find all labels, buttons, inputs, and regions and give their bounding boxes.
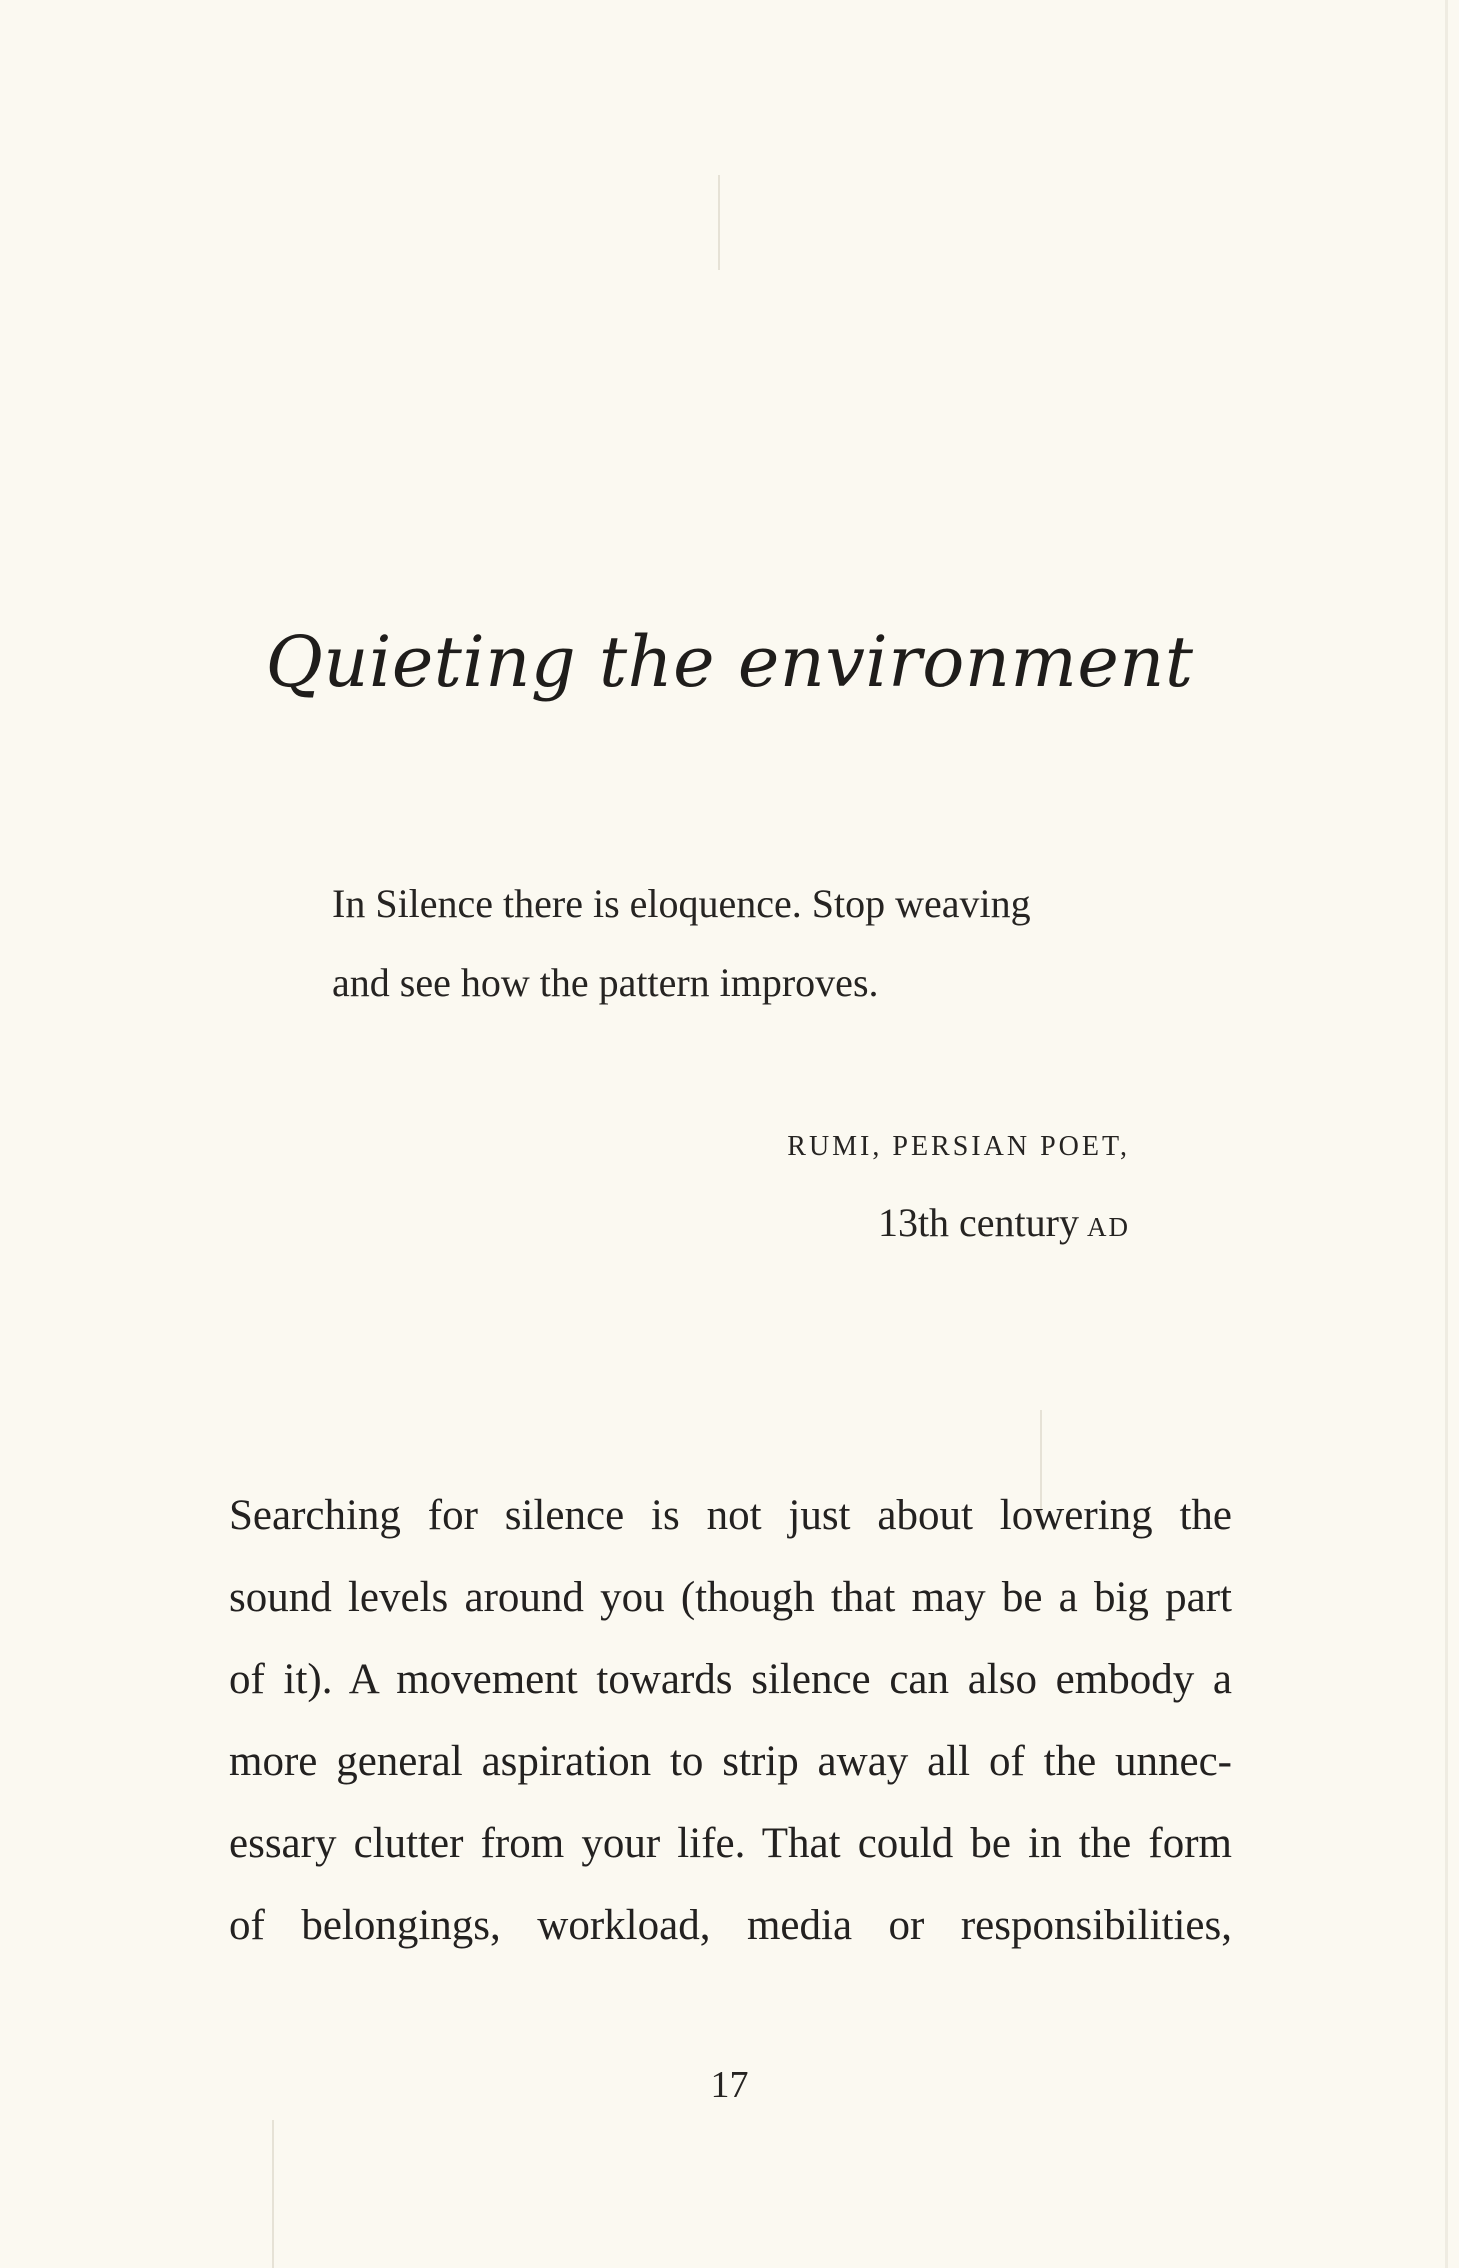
attribution-century: 13th century — [877, 1200, 1079, 1245]
attribution-era: AD — [1087, 1212, 1130, 1242]
body-paragraph — [229, 1475, 1232, 1967]
scan-artifact-line — [1445, 0, 1448, 2268]
epigraph-attribution-name: RUMI, PERSIAN POET, — [787, 1131, 1130, 1162]
scan-artifact-line — [272, 2120, 274, 2268]
page-number: 17 — [710, 2064, 749, 2106]
chapter-title: Quieting the environment — [265, 621, 1194, 703]
epigraph-attribution-date — [700, 1199, 1130, 1246]
body-line: Searching for silence is not just about lowering the — [229, 1492, 1232, 1539]
body-line: essary clutter from your life. That could be in the form — [229, 1820, 1232, 1867]
body-line: more general aspiration to strip away all of the unnec- — [229, 1738, 1232, 1785]
scan-artifact-line — [718, 175, 720, 270]
epigraph-line: and see how the pattern improves. — [332, 960, 879, 1005]
body-line: of belongings, workload, media or responsibilities, — [229, 1902, 1232, 1949]
body-line: of it). A movement towards silence can also embody a — [229, 1656, 1232, 1703]
body-line: sound levels around you (though that may be a big part — [229, 1574, 1232, 1621]
epigraph-quote — [332, 864, 1152, 1022]
epigraph-line: In Silence there is eloquence. Stop weaving — [332, 881, 1031, 926]
